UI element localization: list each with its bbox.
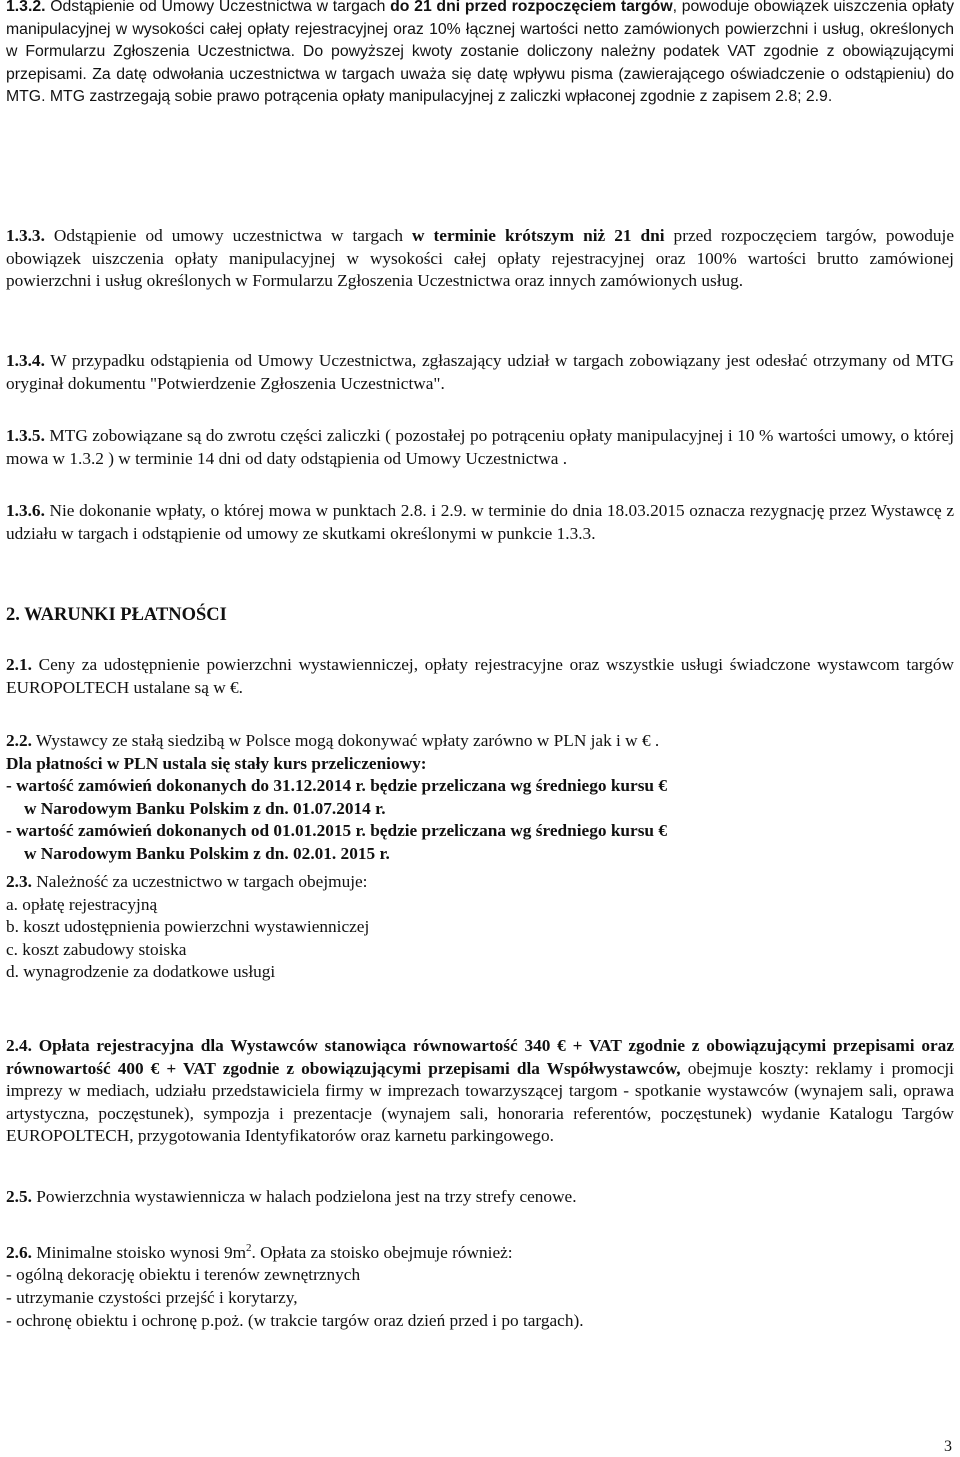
list-item: d. wynagrodzenie za dodatkowe usługi <box>6 962 276 982</box>
list-item: a. opłatę rejestracyjną <box>6 894 158 914</box>
paragraph-1-3-5: 1.3.5. MTG zobowiązane są do zwrotu części zaliczki ( pozostałej po potrąceniu opłaty manipulacyjnej i 10 % wartości umowy, o której mowa w 1.3.2 ) w terminie 14 dni od daty odstąpienia od Umowy Uczestnictwa . <box>6 426 954 468</box>
section-number: 2.1. <box>6 655 32 674</box>
section-number: 1.3.2. <box>6 0 46 15</box>
section-number: 2.2. <box>6 731 32 750</box>
list-item: b. koszt udostępnienia powierzchni wystawienniczej <box>6 917 370 937</box>
paragraph-2-6: 2.6. Minimalne stoisko wynosi $9m^2$. Opłata za stoisko obejmuje również: - ogólną dekorację obiektu i terenów zewnętrznych - utrzymanie czystości przejść i korytarzy, - ochronę obiektu i ochronę p.poż. (w trakcie targów oraz dzień przed i po targach). <box>6 1237 954 1332</box>
section-number: 1.3.5. <box>6 426 45 445</box>
list-item: - utrzymanie czystości przejść i korytarzy, <box>6 1287 298 1307</box>
paragraph-1-3-3: 1.3.3. Odstąpienie od umowy uczestnictwa w targach w terminie krótszym niż 21 dni przed rozpoczęciem targów, powoduje obowiązek uiszczenia opłaty manipulacyjnej w wysokości całej opłaty rejestracyjnej oraz 100% wartości brutto zamówionej powierzchni i usług określonych w Formularzu Zgłoszenia Uczestnictwa oraz innych zamówionych usług. <box>6 226 954 291</box>
list-item: c. koszt zabudowy stoiska <box>6 939 187 959</box>
paragraph-2-2: 2.2. Wystawcy ze stałą siedzibą w Polsce mogą dokonywać wpłaty zarówno w PLN jak i w € . Dla płatności w PLN ustala się stały kurs przeliczeniowy: - wartość zamówień dokonanych do 31.12.2014 r. będzie przeliczana wg średniego kursu € w Narodowym Banku Polskim z dn. 01.07.2014 r. - wartość zamówień dokonanych od 01.01.2015 r. będzie przeliczana wg średniego kursu € w Narodowym Banku Polskim z dn. 02.01. 2015 r. <box>6 731 668 863</box>
section-number: 2.3. <box>6 872 32 891</box>
paragraph-1-3-2: 1.3.2. Odstąpienie od Umowy Uczestnictwa w targach do 21 dni przed rozpoczęciem targów, powoduje obowiązek uiszczenia opłaty manipulacyjnej w wysokości całej opłaty rejestracyjnej oraz 10% łącznej wartości netto zamówionych powierzchni i usług, określonych w Formularzu Zgłoszenia Uczestnictwa. Do powyższej kwoty zostanie doliczony należny podatek VAT zgodnie z obowiązującymi przepisami. Za datę odwołania uczestnictwa w targach uważa się datę wpływu pisma (zawierającego oświadczenie o odstąpieniu) do MTG. MTG zastrzegają sobie prawo potrącenia opłaty manipulacyjnej z zaliczki wpłaconej zgodnie z zapisem 2.8; 2.9. <box>6 0 954 106</box>
paragraph-2-1: 2.1. Ceny za udostępnienie powierzchni wystawienniczej, opłaty rejestracyjne oraz wszystkie usługi świadczone wystawcom targów EUROPOLTECH ustalane są w €. <box>6 655 954 697</box>
section-number: 2.6. <box>6 1242 32 1262</box>
list-item: - ogólną dekorację obiektu i terenów zewnętrznych <box>6 1265 361 1285</box>
section-number: 1.3.4. <box>6 351 45 370</box>
section-heading: 2. WARUNKI PŁATNOŚCI <box>6 605 227 625</box>
section-number: 1.3.6. <box>6 501 45 520</box>
list-item: - ochronę obiektu i ochronę p.poż. (w trakcie targów oraz dzień przed i po targach). <box>6 1310 584 1330</box>
paragraph-1-3-4: 1.3.4. W przypadku odstąpienia od Umowy Uczestnictwa, zgłaszający udział w targach zobowiązany jest odesłać otrzymany od MTG oryginał dokumentu "Potwierdzenie Zgłoszenia Uczestnictwa". <box>6 351 954 393</box>
section-number: 2.4. <box>6 1036 32 1055</box>
paragraph-2-5: 2.5. Powierzchnia wystawiennicza w halach podzielona jest na trzy strefy cenowe. <box>6 1187 577 1206</box>
paragraph-1-3-6: 1.3.6. Nie dokonanie wpłaty, o której mowa w punktach 2.8. i 2.9. w terminie do dnia 18.03.2015 oznacza rezygnację przez Wystawcę z udziału w targach i odstąpienie od umowy ze skutkami określonymi w punkcie 1.3.3. <box>6 501 954 543</box>
page-number: 3 <box>944 1438 952 1455</box>
section-number: 2.5. <box>6 1187 32 1206</box>
section-number: 1.3.3. <box>6 226 45 245</box>
paragraph-2-3: 2.3. Należność za uczestnictwo w targach obejmuje: a. opłatę rejestracyjną b. koszt udostępnienia powierzchni wystawienniczej c. koszt zabudowy stoiska d. wynagrodzenie za dodatkowe usługi <box>6 871 954 984</box>
paragraph-2-4: 2.4. Opłata rejestracyjna dla Wystawców stanowiąca równowartość 340 € + VAT zgodnie z obowiązującymi przepisami oraz równowartość 400 € + VAT zgodnie z obowiązującymi przepisami dla Współwystawców, obejmuje koszty: reklamy i promocji imprezy w mediach, udziału przedstawiciela firmy w imprezach towarzyszącej targom - spotkanie wystawców (wynajem sali, oprawa artystyczna, poczęstunek), sympozja i prezentacje (wynajem sali, honoraria referentów, poczęstunek) wydanie Katalogu Targów EUROPOLTECH, przygotowania Identyfikatorów oraz karnetu parkingowego. <box>6 1036 954 1146</box>
